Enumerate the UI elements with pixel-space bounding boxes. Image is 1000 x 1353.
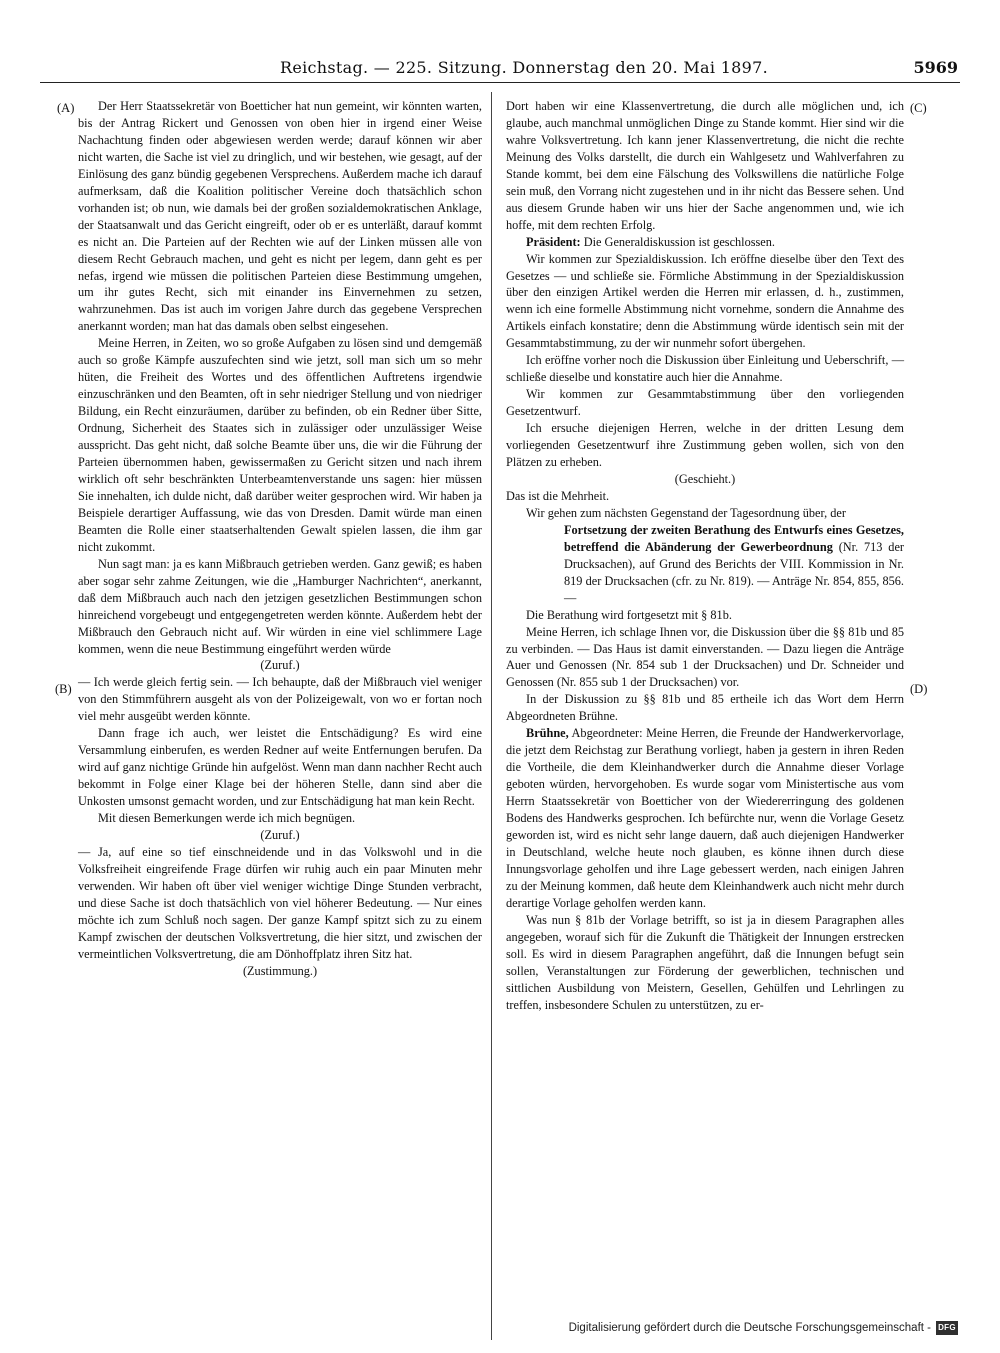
paragraph: Dort haben wir eine Klassenvertretung, die durch alle möglichen und, ich glaube, auch manchmal unmöglichen Dinge zu Stande kommt. Hier sind wir die wahre Volksvertretung. Ich kann jener Klassenvertretung, die nicht die rechte Meinung des Volks darstellt, die durch ein Wahlgesetz und Wahlverfahren zu Stande kommt, bei dem eine Fälschung des Volkswillens die natürliche Folge sein muß, den Vorrang nicht zugestehen und in ihr nicht das Bessere sehen. Und aus diesem Grunde haben wir uns hier der Sache angenommen und, wie ich hoffe, mit dem rechten Erfolg. [506,99,904,232]
speaker-name: Präsident: [526,234,581,249]
column-divider [491,92,492,1340]
paragraph: Wir gehen zum nächsten Gegenstand der Tagesordnung über, der [526,505,846,520]
running-title: Reichstag. — 225. Sitzung. Donnerstag den 20. Mai 1897. [280,58,769,77]
paragraph: Meine Herren, in Zeiten, wo so große Aufgaben zu lösen sind und demgemäß auch so große Kämpfe auszufechten sind wie jetzt, soll man sich um so mehr hüten, die Freiheit des Wortes und des öffentlichen Auftretens irgendwie einzuschränken und den Beamten, oft in sehr niedriger Stellung und von niedriger Bildung, ein Recht einzuräumen, darüber zu befinden, ob ein Redner über Sitte, Ordnung, Sicherheit des Staates sich in zulässiger oder unzulässiger Weise ausspricht. Das geht nicht, daß solche Beamte über uns, die wir die Führung der Parteien übernommen haben, gewissermaßen zu Gericht sitzen und nach ihrem wirklich oft sehr beschränkten Unterbeamtenverstande uns sagen: hier müssen Sie innehalten, ich dulde nicht, daß darüber weiter gesprochen wird. Wir haben ja Beispiele derartiger Auffassung, wie das von Dresden. Damit würde man einen Beamten die Rolle einer staatserhaltenden Gewalt spielen lassen, die ihm gar nicht zukommt. [78,336,482,554]
interjection: (Zuruf.) [260,827,300,842]
paragraph: Wir kommen zur Spezialdiskussion. Ich eröffne dieselbe über den Text des Gesetzes — und schließe sie. Förmliche Abstimmung in der Spezialdiskussion über den einzigen Artikel werden die Herren mir erlassen, d. h., zustimmen, wenn ich eine formelle Abstimmung nicht vornehme, sondern die Annahme des Artikels einfach konstatire; denn die Abstimmung würde identisch sein mit der Gesammtabstimmung, zu der wir nunmehr sofort übergehen. [506,251,904,351]
margin-marker-c: (C) [910,101,927,115]
speaker-name: Brühne, [526,726,569,741]
footer-credit [569,1317,958,1339]
agenda-title: Fortsetzung der zweiten Berathung des Entwurfs eines Gesetzes, betreffend die Abänderung der Gewerbeordnung [564,522,904,554]
paragraph [506,725,904,911]
paragraph: Mit diesen Bemerkungen werde ich mich begnügen. [98,811,356,826]
speech-text: Die Generaldiskussion ist geschlossen. [580,234,775,249]
paragraph: Die Berathung wird fortgesetzt mit § 81b. [526,607,732,622]
speech-text: Abgeordneter: Meine Herren, die Freunde der Handwerkervorlage, die jetzt dem Reichstag zur Berathung vorliegt, haben ja gestern in ihren Reden die Vortheile, die dem Kleinhandwerker durch die Annahme dieser Vorlage geboten würden, hervorgehoben. Es wurde sogar vom Ministertische aus vom Herrn Staatssekretär von Boetticher von der Wiedererringung des goldenen Bodens des Handwerks gesprochen. Ich befürchte nur, wenn die Vorlage Gesetz geworden ist, wird es nicht sehr lange dauern, daß auch diejenigen Handwerker in Deutschland, welche heute noch glauben, es könne ihnen durch diese Innungsvorlage geholfen und ihre Lage gebessert werden, nach einigen Jahren zu der Meinung kommen, daß heute dem Kleinhandwerk auch nicht mehr durch derartige Vorlage geholfen werden kann. [506,726,904,910]
paragraph [506,234,904,251]
interjection: (Geschieht.) [674,471,736,486]
paragraph: Meine Herren, ich schlage Ihnen vor, die Diskussion über die §§ 81b und 85 zu verbinden. — Das Haus ist damit einverstanden. — Dazu liegen die Anträge Auer und Genossen (Nr. 854 sub 1 der Drucksachen) und Dr. Schneider und Genossen (Nr. 855 sub 1 der Drucksachen) vor. [506,624,904,690]
interjection: (Zustimmung.) [242,963,318,978]
paragraph: Ich ersuche diejenigen Herren, welche in der dritten Lesung dem vorliegenden Gesetzentwurf ihre Zustimmung geben wollen, sich von den Plätzen zu erheben. [506,421,904,470]
right-column [506,98,904,1013]
paragraph: In der Diskussion zu §§ 81b und 85 ertheile ich das Wort dem Herrn Abgeordneten Brühne. [506,692,904,724]
paragraph: — Ja, auf eine so tief einschneidende und in das Volkswohl und in die Volksfreiheit eingreifende Frage dürfen wir ruhig auch ein paar Minuten mehr verwenden. Wir haben oft über viel weniger wichtige Dinge Stunden verbracht, und diese Sache ist doch thatsächlich von viel höherer Bedeutung. — Nur eines möchte ich zum Schluß noch sagen. Der ganze Kampf spitzt sich zu zu einem Kampf zwischen der deutschen Volksvertretung, die hier sitzt, und zwischen der vermeintlichen Volksvertretung, die am Dönhoffplatz ihren Sitz hat. [78,844,482,961]
margin-marker-b: (B) [55,682,72,696]
agenda-item [564,522,904,607]
footer-text: Digitalisierung gefördert durch die Deutsche Forschungsgemeinschaft - [568,1322,931,1334]
paragraph: Das ist die Mehrheit. [506,488,610,503]
margin-marker-d: (D) [910,682,928,696]
left-column [78,98,482,980]
page-number: 5969 [913,58,958,77]
paragraph: Der Herr Staatssekretär von Boetticher hat nun gemeint, wir könnten warten, bis der Antrag Rickert und Genossen von oben hier in irgend einer Weise Nachachtung finden oder abgewiesen werden werde; darauf können wir aber nicht warten, die Sache ist viel zu dringlich, und wir bestehen, wie gesagt, auf der Einlösung des ganz bündig gegebenen Versprechens. Außerdem mache ich darauf aufmerksam, daß die Koalition politischer Vereine doch thatsächlich schon vorhanden ist; ob nun, wie damals bei der großen sozialdemokratischen Anklage, der Staatsanwalt und das Gericht eingreift, oder ob er es unterläßt, darauf kommt es nicht an. Die Parteien auf der Rechten wie auf der Linken müssen alle von diesem Recht Gebrauch machen, und geht es nicht per legem, dann geht es per nefas, irgend wie müssen die politischen Parteien diese Bestimmung umgehen, um ihr gutes Recht, sich mit einander ins Einvernehmen zu setzen, wahrzunehmen. Das ist auch im vorigen Jahre durch das gegebene Versprechen anerkannt worden; man hat das damals oben selbst eingesehen. [78,99,482,334]
paragraph: Ich eröffne vorher noch die Diskussion über Einleitung und Ueberschrift, — schließe dieselbe und konstatire auch hier die Annahme. [506,353,904,385]
paragraph: Wir kommen zur Gesammtabstimmung über den vorliegenden Gesetzentwurf. [506,387,904,419]
page-header [40,56,960,83]
paragraph: Dann frage ich auch, wer leistet die Entschädigung? Es wird eine Versammlung einberufen, es werden Redner auf weite Entfernungen berufen. Da wird auf ganz nichtige Gründe hin aufgelöst. Wenn man dann nachher Recht auch bekommt in Folge einer Klage bei der höheren Stelle, dann sind aber die Unkosten umsonst gemacht worden, und zur Entschädigung hat man kein Recht. [78,726,482,809]
paragraph: — Ich werde gleich fertig sein. — Ich behaupte, daß der Mißbrauch viel weniger von den Stimmführern ausgeht als von der Polizeigewalt, von wo er fortan noch viel mehr ausgeübt werden könnte. [78,675,482,724]
margin-marker-a: (A) [57,101,75,115]
interjection: (Zuruf.) [260,658,300,673]
agenda-details: (Nr. 713 der Drucksachen), auf Grund des Berichts der VIII. Kommission in Nr. 819 der Drucksachen (cfr. zu Nr. 819). — Anträge Nr. 854, 855, 856. — [564,539,904,605]
dfg-logo-icon: DFG [936,1321,958,1335]
paragraph: Nun sagt man: ja es kann Mißbrauch getrieben werden. Ganz gewiß; es haben aber sogar sehr zahme Zeitungen, wie die „Hamburger Nachrichten“, anerkannt, daß dem Mißbrauch auch nach den jetzigen gesetzlichen Bestimmungen schon hinreichend vorgebeugt und entgegengetreten werden könnte. Außerdem hebt der Mißbrauch den Gebrauch nicht auf. Wir würden in eine viel schlimmere Lage kommen, wenn die neue Bestimmung eingeführt werden würde [78,556,482,656]
paragraph: Was nun § 81b der Vorlage betrifft, so ist ja in diesem Paragraphen alles angegeben, worauf sich für die Zukunft die Thätigkeit der Innungen erstrecken soll. Es wird in diesem Paragraphen angeführt, daß die Innungen befugt sein sollen, Veranstaltungen zur Förderung der gewerblichen, technischen und sittlichen Ausbildung von Meistern, Gesellen, Gehülfen und Lehrlingen zu treffen, insbesondere Schulen zu unterstützen, zu er- [506,912,904,1012]
